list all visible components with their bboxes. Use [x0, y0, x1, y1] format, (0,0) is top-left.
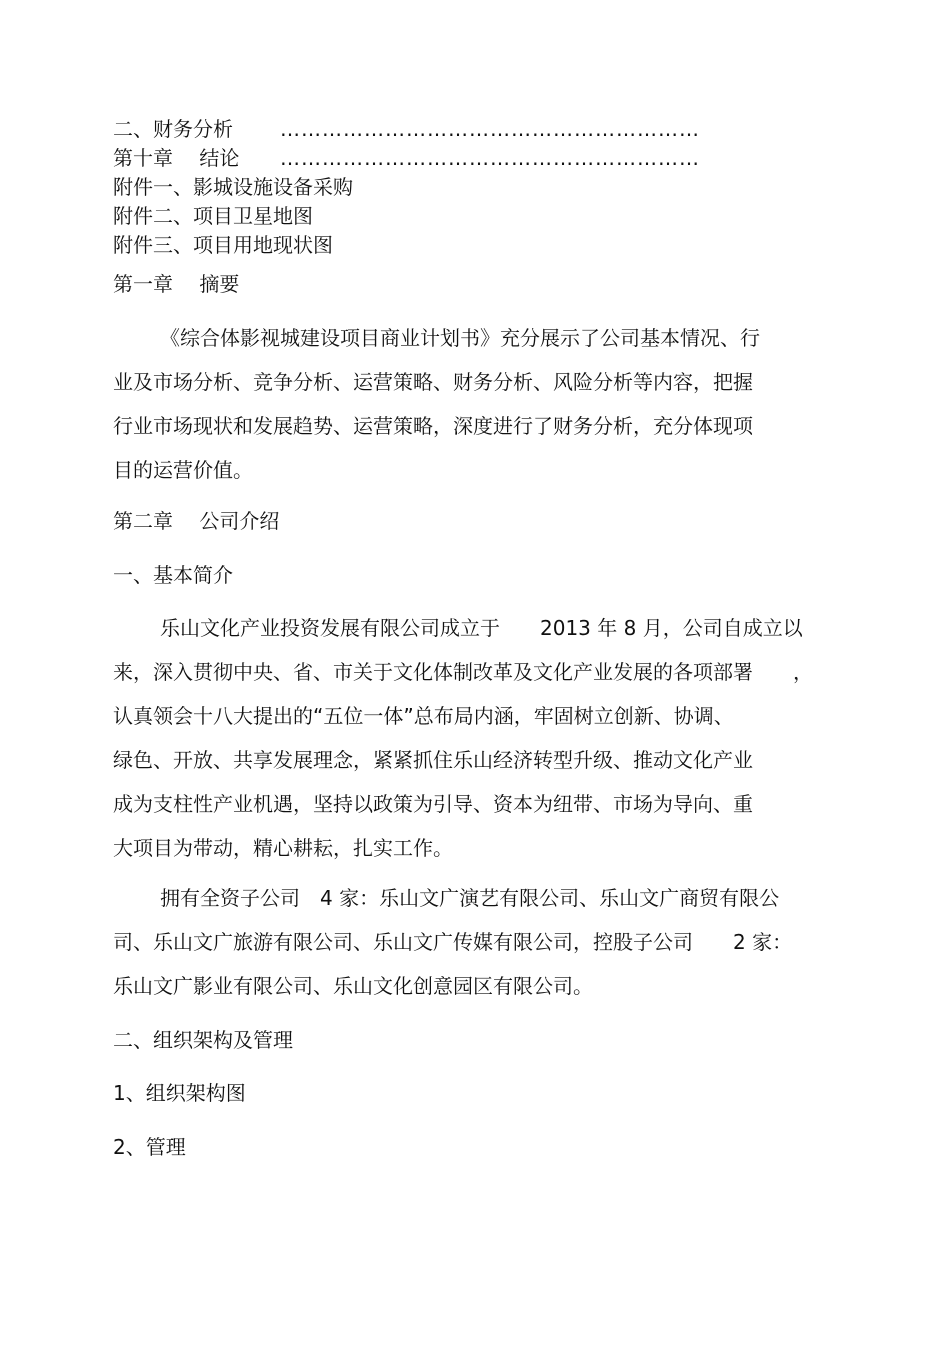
- paragraph-line: 《综合体影视城建设项目商业计划书》充分展示了公司基本情况、行: [160, 326, 760, 350]
- toc-entry-label: 二、财务分析: [113, 117, 233, 141]
- paragraph-line: 乐山文化产业投资发展有限公司成立于 2013 年 8 月，公司自成立以: [160, 616, 803, 640]
- section-heading: 二、组织架构及管理: [113, 1028, 293, 1052]
- intro-paragraph: [113, 618, 843, 858]
- toc-entry-label: 第十章 结论: [113, 146, 240, 170]
- toc-leader-dots: ……………………………………………………: [280, 117, 700, 141]
- paragraph-line: 司、乐山文广旅游有限公司、乐山文广传媒有限公司，控股子公司 2 家：: [113, 930, 793, 954]
- toc-entry-finance: [0, 119, 950, 143]
- paragraph-line: 认真领会十八大提出的“五位一体”总布局内涵，牢固树立创新、协调、: [113, 704, 734, 728]
- toc-entry-appendix3: 附件三、项目用地现状图: [113, 233, 333, 257]
- paragraph-line: 乐山文广影业有限公司、乐山文化创意园区有限公司。: [113, 974, 593, 998]
- chapter-heading: 第二章 公司介绍: [113, 509, 280, 533]
- paragraph-line: 行业市场现状和发展趋势、运营策略，深度进行了财务分析，充分体现项: [113, 414, 753, 438]
- toc-entry-appendix2: 附件二、项目卫星地图: [113, 204, 313, 228]
- subsection-heading: 2、管理: [113, 1135, 186, 1159]
- summary-paragraph: [113, 328, 843, 488]
- toc-entry-chapter10: [0, 148, 950, 172]
- subsection-heading: 1、组织架构图: [113, 1081, 246, 1105]
- paragraph-line: 大项目为带动，精心耕耘，扎实工作。: [113, 836, 453, 860]
- chapter-heading: 第一章 摘要: [113, 272, 240, 296]
- subsidiaries-paragraph: [113, 888, 843, 998]
- toc-entry-appendix1: 附件一、影城设施设备采购: [113, 175, 353, 199]
- paragraph-line: 业及市场分析、竞争分析、运营策略、财务分析、风险分析等内容，把握: [113, 370, 753, 394]
- section-heading: 一、基本简介: [113, 563, 233, 587]
- paragraph-line: 来，深入贯彻中央、省、市关于文化体制改革及文化产业发展的各项部署 ，: [113, 660, 813, 684]
- paragraph-line: 拥有全资子公司 4 家：乐山文广演艺有限公司、乐山文广商贸有限公: [160, 886, 780, 910]
- paragraph-line: 成为支柱性产业机遇，坚持以政策为引导、资本为纽带、市场为导向、重: [113, 792, 753, 816]
- paragraph-line: 目的运营价值。: [113, 458, 253, 482]
- paragraph-line: 绿色、开放、共享发展理念，紧紧抓住乐山经济转型升级、推动文化产业: [113, 748, 753, 772]
- toc-leader-dots: ……………………………………………………: [280, 146, 700, 170]
